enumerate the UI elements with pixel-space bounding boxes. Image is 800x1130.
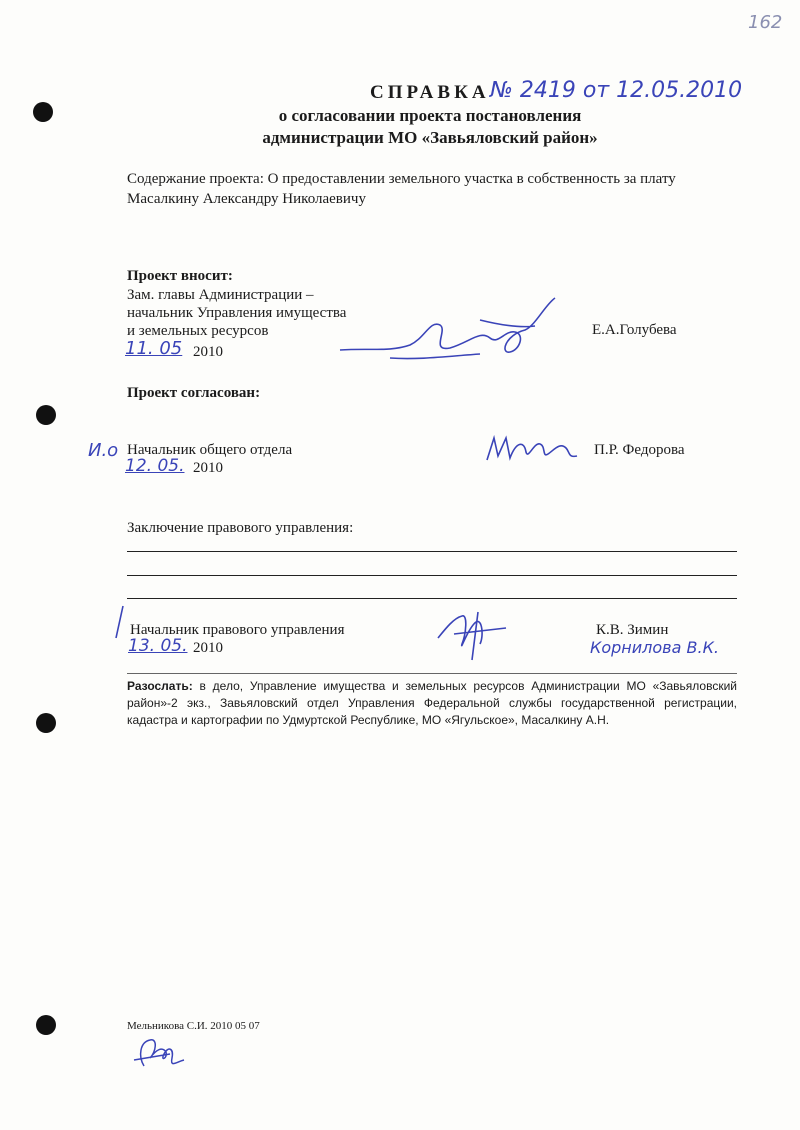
legal-name: К.В. Зимин [596,622,669,638]
conclusion-line [127,598,737,599]
document-subtitle-line2: администрации МО «Завьяловский район» [262,128,598,147]
registration-number-handwritten: № 2419 от 12.05.2010 [490,78,743,103]
legal-position: Начальник правового управления [130,622,345,638]
punch-hole [36,713,56,733]
author-signature [130,1032,190,1076]
introducer-position-line2: начальник Управления имущества [127,305,347,321]
author-note: Мельникова С.И. 2010 05 07 [127,1020,260,1032]
introducer-signature [330,290,570,380]
punch-hole [36,1015,56,1035]
introducer-position-line3: и земельных ресурсов [127,323,269,339]
page-number-handwritten: 162 [748,12,783,33]
conclusion-line [127,575,737,576]
document-title: СПРАВКА [370,82,490,103]
margin-tick-mark [112,604,126,640]
legal-conclusion-label: Заключение правового управления: [127,520,354,536]
agreed-name: П.Р. Федорова [594,442,685,458]
document-subtitle-line1: о согласовании проекта постановления [278,106,582,125]
project-content-line2: Масалкину Александру Николаевичу [127,191,366,207]
introducer-heading: Проект вносит: [127,268,233,284]
legal-signature [432,608,512,664]
punch-hole [33,102,53,122]
legal-date-handwritten: 13. 05. [128,636,188,656]
agreed-position: Начальник общего отдела [127,442,293,458]
conclusion-line [127,551,737,552]
agreed-date-handwritten: 12. 05. [125,456,185,476]
distribution-divider [127,673,737,674]
legal-replacement-handwritten: Корнилова В.К. [590,638,720,657]
agreed-signature [482,432,582,468]
introducer-date-handwritten: 11. 05 [125,338,183,359]
introducer-name: Е.А.Голубева [592,322,677,338]
distribution-text: в дело, Управление имущества и земельных ресурсов Администрации МО «Завьяловский район»-2 экз., Завьяловский отдел Управления Федеральной службы государственной регистрации, кадастра и картографии по Удмуртской Республике, МО «Ягульское», Масалкину А.Н. [127,679,737,727]
agreed-prefix-handwritten: И.о [88,440,119,461]
punch-hole [36,405,56,425]
legal-date-year: 2010 [193,640,223,656]
distribution-block [127,678,737,729]
introducer-date-year: 2010 [193,344,223,360]
introducer-position-line1: Зам. главы Администрации – [127,287,314,303]
distribution-label: Разослать: [127,679,193,693]
agreed-heading: Проект согласован: [127,385,261,401]
project-content-line1: Содержание проекта: О предоставлении земельного участка в собственность за плату [127,171,676,187]
agreed-date-year: 2010 [193,460,223,476]
